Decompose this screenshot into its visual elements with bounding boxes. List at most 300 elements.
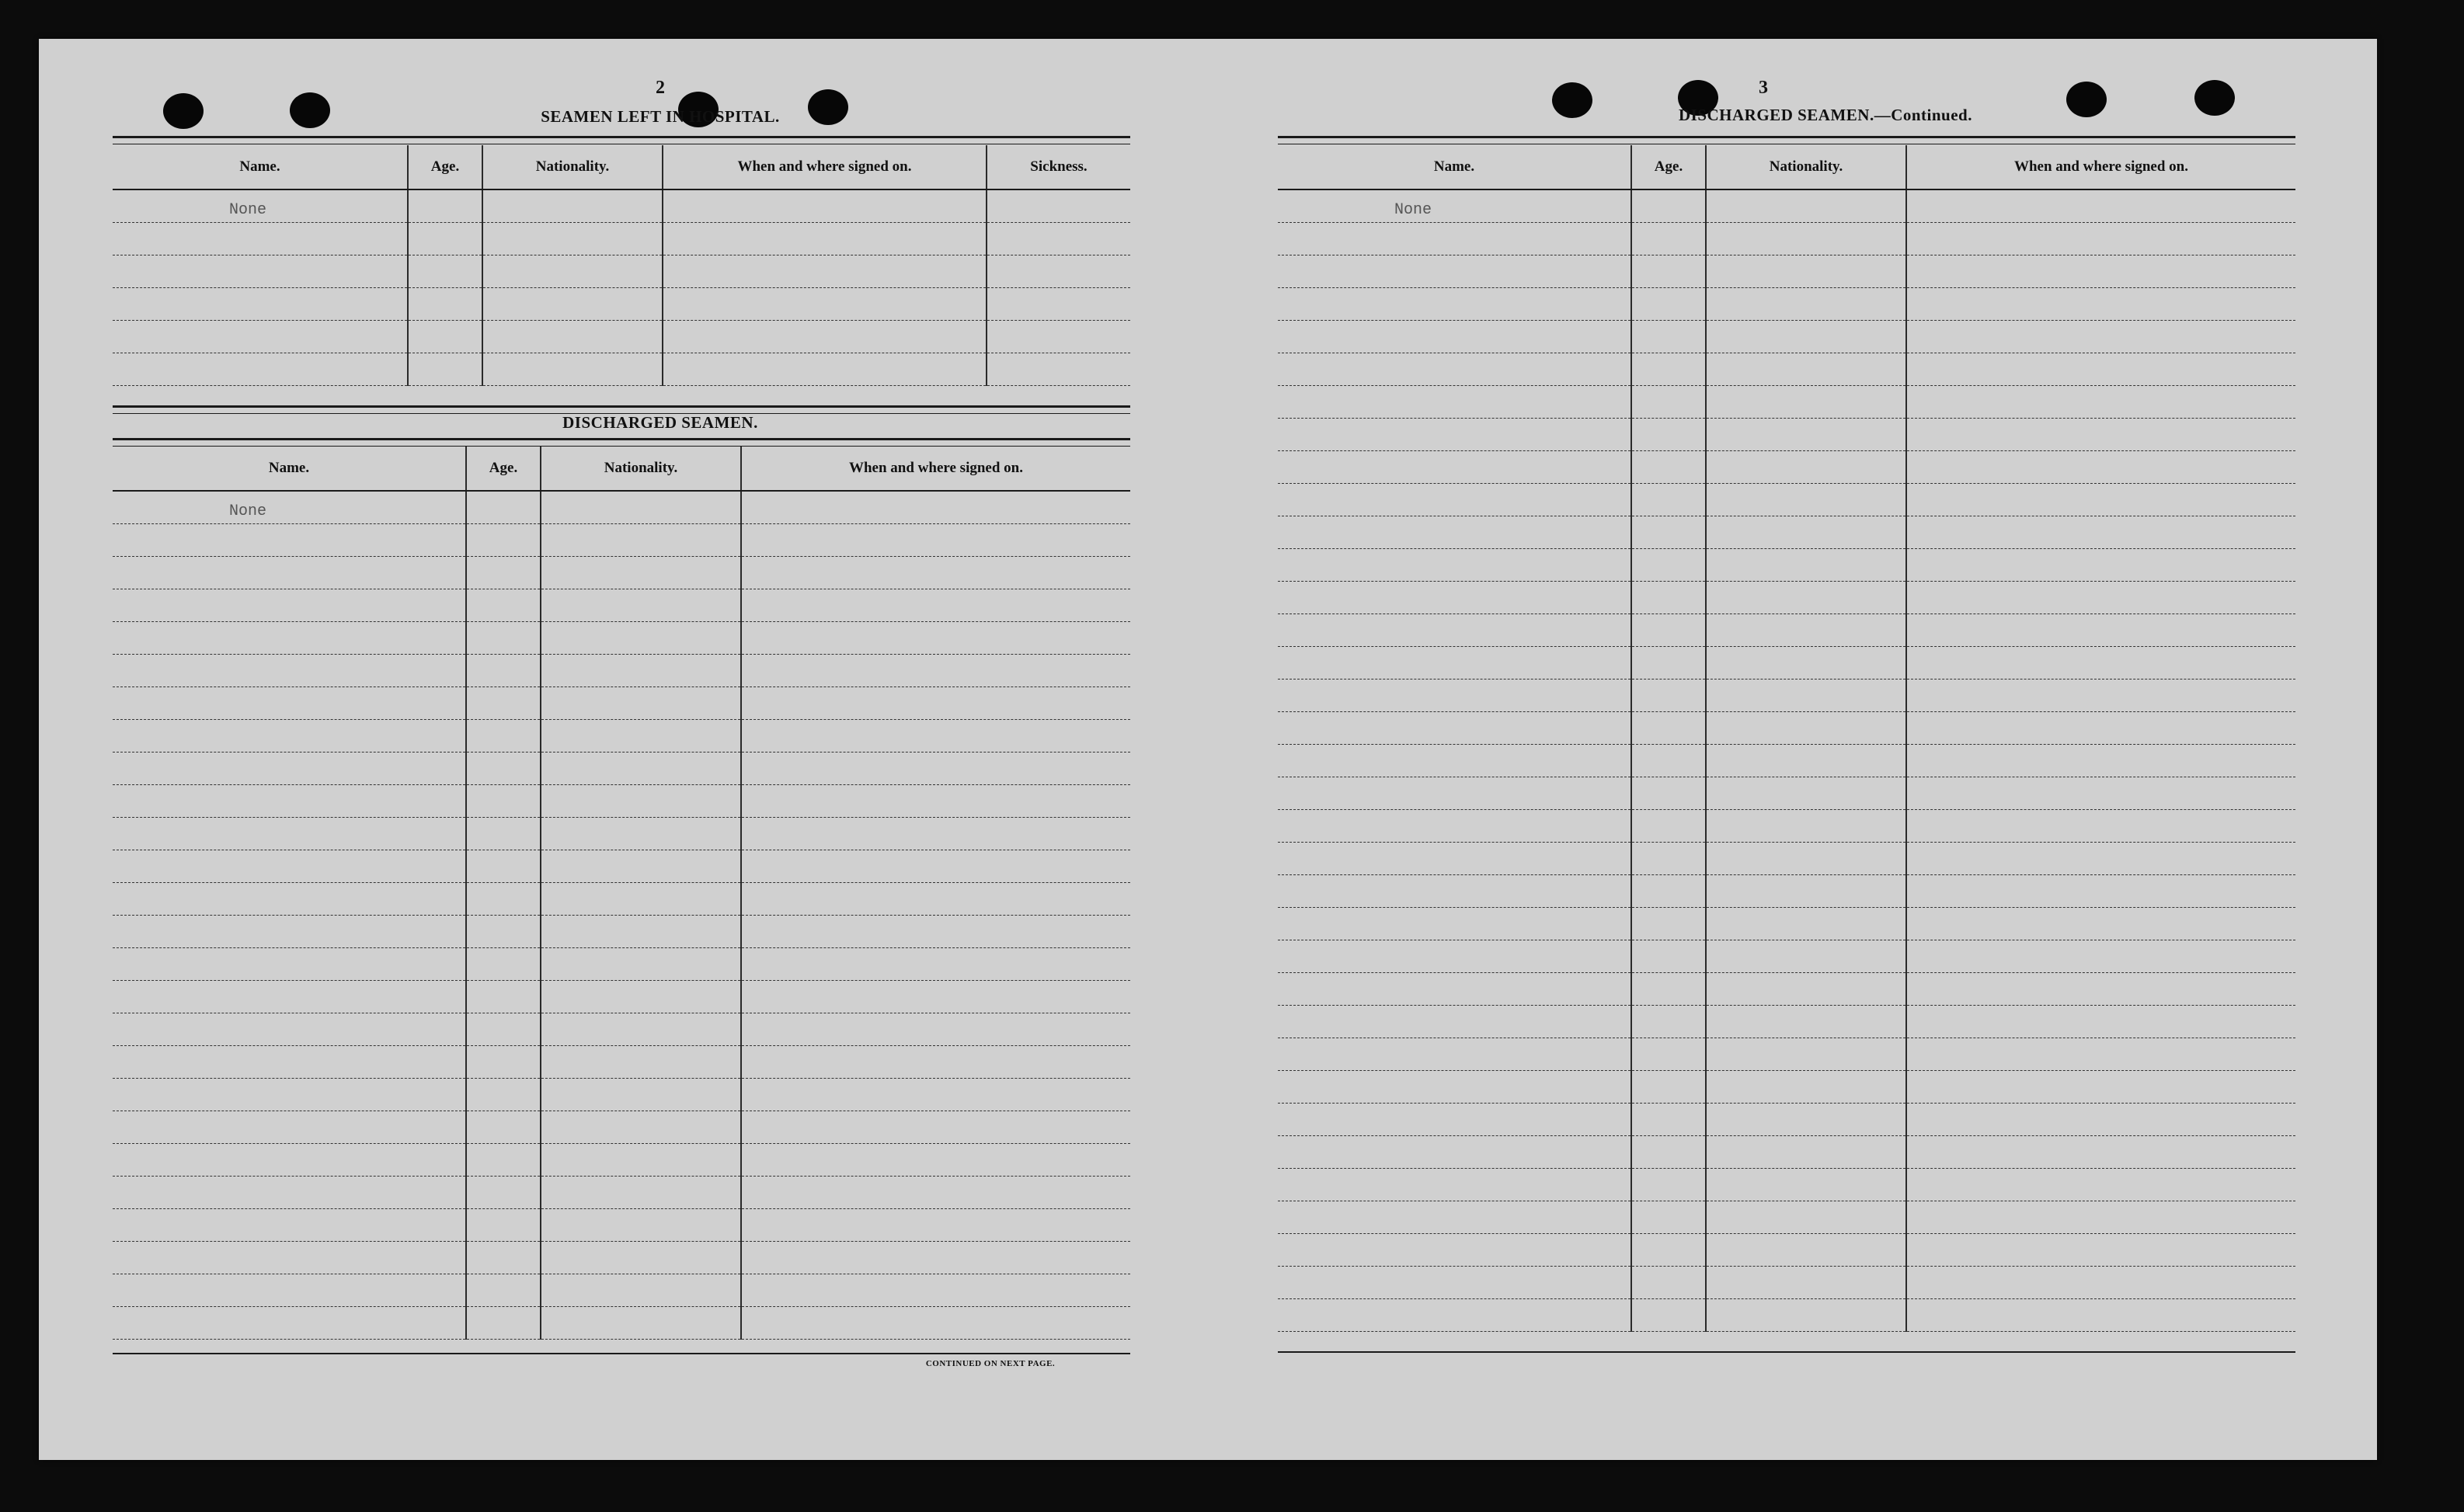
- table-row: [1278, 484, 2295, 516]
- table-cell: [466, 818, 541, 850]
- table-cell: [1631, 1169, 1706, 1201]
- table-cell: [113, 622, 466, 655]
- table-cell: [1278, 1201, 1631, 1234]
- table-cell: [113, 1242, 466, 1274]
- table-cell: [466, 720, 541, 753]
- table-cell: [1706, 451, 1906, 484]
- table-cell: [113, 883, 466, 916]
- table-cell: [1906, 288, 2295, 321]
- table-cell: [541, 491, 741, 524]
- table-cell: [741, 1013, 1130, 1046]
- table-row: [1278, 1136, 2295, 1169]
- table-cell: [1631, 1136, 1706, 1169]
- table-cell: [1278, 1299, 1631, 1332]
- table-cell: [1631, 908, 1706, 940]
- table-cell: [466, 1111, 541, 1144]
- table-cell: [663, 353, 987, 386]
- table-cell: [113, 288, 408, 321]
- table-cell: [1906, 189, 2295, 223]
- table-row: [1278, 419, 2295, 451]
- table-cell: [1906, 875, 2295, 908]
- table-row: [113, 353, 1130, 386]
- table-cell: [1906, 1006, 2295, 1038]
- table-cell: [541, 557, 741, 589]
- table-cell: [1631, 189, 1706, 223]
- table-cell: [1706, 908, 1906, 940]
- table-row: [113, 589, 1130, 622]
- table-cell: [113, 589, 466, 622]
- table-cell: [541, 948, 741, 981]
- table-cell: [741, 524, 1130, 557]
- table-cell: [741, 753, 1130, 785]
- table-row: [113, 753, 1130, 785]
- table-row: [1278, 777, 2295, 810]
- table-row: [1278, 582, 2295, 614]
- table-cell: [1906, 1267, 2295, 1299]
- handwritten-entry: None: [229, 502, 267, 520]
- table-row: [113, 785, 1130, 818]
- table-cell: [1906, 451, 2295, 484]
- table-cell: [741, 622, 1130, 655]
- table-cell: [113, 655, 466, 687]
- table-cell: [466, 1274, 541, 1307]
- table-cell: [1278, 288, 1631, 321]
- table-cell: [466, 687, 541, 720]
- table-cell: [1706, 843, 1906, 875]
- table-cell: [466, 491, 541, 524]
- column-header-signed-on: When and where signed on.: [663, 145, 987, 189]
- table-cell: [1706, 189, 1906, 223]
- table-cell: [1906, 908, 2295, 940]
- table-cell: [1631, 810, 1706, 843]
- table-header-row: [113, 145, 1130, 189]
- table-cell: [1706, 419, 1906, 451]
- table-cell: [466, 850, 541, 883]
- table-cell: [1631, 419, 1706, 451]
- discharged-table: [113, 447, 1130, 1340]
- punch-hole: [163, 93, 204, 129]
- table-row: [113, 1079, 1130, 1111]
- table-cell: [741, 1046, 1130, 1079]
- table-cell: [1278, 255, 1631, 288]
- hospital-table: [113, 145, 1130, 386]
- continued-note: CONTINUED ON NEXT PAGE.: [925, 1359, 1056, 1368]
- table-row: [113, 622, 1130, 655]
- table-row: [1278, 1234, 2295, 1267]
- table-cell: [1906, 353, 2295, 386]
- table-row: [1278, 1006, 2295, 1038]
- table-row: [113, 916, 1130, 948]
- table-cell: [541, 622, 741, 655]
- table-cell: [1906, 321, 2295, 353]
- table-cell: [482, 255, 663, 288]
- table-cell: [1631, 516, 1706, 549]
- table-cell: [1278, 1169, 1631, 1201]
- table-cell: [1706, 810, 1906, 843]
- column-header-age: Age.: [1631, 145, 1706, 189]
- table-cell: [466, 981, 541, 1013]
- table-cell: [1906, 712, 2295, 745]
- table-cell: [741, 850, 1130, 883]
- table-cell: [663, 321, 987, 353]
- table-cell: [113, 1079, 466, 1111]
- table-row: [113, 223, 1130, 255]
- table-cell: [408, 255, 482, 288]
- table-cell: [408, 353, 482, 386]
- table-cell: [1631, 1071, 1706, 1104]
- table-row: [1278, 712, 2295, 745]
- table-cell: [466, 622, 541, 655]
- table-cell: [1278, 451, 1631, 484]
- table-cell: [1631, 940, 1706, 973]
- table-cell: [482, 353, 663, 386]
- table-cell: [113, 1013, 466, 1046]
- table-cell: [541, 785, 741, 818]
- table-cell: [1706, 1201, 1906, 1234]
- table-cell: [1278, 614, 1631, 647]
- column-header-nationality: Nationality.: [541, 447, 741, 491]
- table-cell: [113, 785, 466, 818]
- table-cell: [113, 1209, 466, 1242]
- table-row: [1278, 549, 2295, 582]
- table-cell: [1906, 1234, 2295, 1267]
- table-cell: [987, 321, 1130, 353]
- table-row: [1278, 189, 2295, 223]
- table-row: [113, 1209, 1130, 1242]
- column-header-signed-on: When and where signed on.: [741, 447, 1130, 491]
- table-cell: [1631, 777, 1706, 810]
- table-cell: [1906, 1038, 2295, 1071]
- table-row: [113, 948, 1130, 981]
- table-row: [113, 687, 1130, 720]
- table-cell: [1278, 484, 1631, 516]
- table-cell: [1706, 875, 1906, 908]
- table-cell: [1706, 1169, 1906, 1201]
- table-cell: [1906, 973, 2295, 1006]
- table-cell: [482, 321, 663, 353]
- table-cell: [1278, 223, 1631, 255]
- table-cell: [1706, 1267, 1906, 1299]
- table-cell: [113, 753, 466, 785]
- table-cell: [1906, 1104, 2295, 1136]
- table-cell: [1906, 647, 2295, 680]
- table-cell: [1631, 386, 1706, 419]
- table-cell: [541, 1209, 741, 1242]
- header-rule: [1278, 136, 2295, 144]
- table-row: [1278, 451, 2295, 484]
- table-cell: [1906, 582, 2295, 614]
- table-cell: [663, 288, 987, 321]
- table-cell: [1631, 875, 1706, 908]
- table-cell: [1631, 1234, 1706, 1267]
- table-cell: [741, 1177, 1130, 1209]
- table-cell: [113, 687, 466, 720]
- table-cell: [541, 1079, 741, 1111]
- table-row: [113, 883, 1130, 916]
- table-cell: [466, 1013, 541, 1046]
- table-cell: [1631, 223, 1706, 255]
- table-cell: [1706, 1006, 1906, 1038]
- table-cell: [466, 589, 541, 622]
- table-cell: [466, 1242, 541, 1274]
- table-cell: [663, 255, 987, 288]
- table-cell: [466, 1177, 541, 1209]
- table-cell: [541, 720, 741, 753]
- table-cell: [113, 818, 466, 850]
- table-cell: [1706, 1071, 1906, 1104]
- table-cell: [1706, 1234, 1906, 1267]
- table-cell: [1631, 549, 1706, 582]
- table-row: [113, 1046, 1130, 1079]
- punch-hole: [2194, 80, 2235, 116]
- table-header-row: [113, 447, 1130, 491]
- table-cell: [408, 189, 482, 223]
- table-cell: [1906, 484, 2295, 516]
- table-cell: [541, 1046, 741, 1079]
- table-cell: [1706, 353, 1906, 386]
- table-row: [1278, 614, 2295, 647]
- table-cell: [1906, 843, 2295, 875]
- table-row: [1278, 1038, 2295, 1071]
- table-cell: [1706, 386, 1906, 419]
- table-cell: [1906, 1169, 2295, 1201]
- table-cell: [1278, 321, 1631, 353]
- table-row: [1278, 875, 2295, 908]
- table-cell: [113, 720, 466, 753]
- table-cell: [541, 1144, 741, 1177]
- table-cell: [1906, 223, 2295, 255]
- table-cell: [741, 1274, 1130, 1307]
- table-cell: [1906, 1136, 2295, 1169]
- table-cell: [741, 1209, 1130, 1242]
- table-cell: [1631, 745, 1706, 777]
- column-header-nationality: Nationality.: [1706, 145, 1906, 189]
- table-cell: [741, 916, 1130, 948]
- table-cell: [741, 557, 1130, 589]
- table-row: [113, 288, 1130, 321]
- table-cell: [1278, 1267, 1631, 1299]
- column-header-name: Name.: [113, 145, 408, 189]
- table-cell: [741, 1079, 1130, 1111]
- table-row: [113, 1274, 1130, 1307]
- table-cell: [541, 687, 741, 720]
- table-row: [113, 1177, 1130, 1209]
- table-cell: [1631, 484, 1706, 516]
- table-cell: [1278, 1071, 1631, 1104]
- table-cell: [741, 1307, 1130, 1340]
- table-cell: [408, 321, 482, 353]
- table-cell: [1631, 582, 1706, 614]
- document-sheet: [39, 39, 2377, 1460]
- table-cell: [1631, 1299, 1706, 1332]
- table-row: [113, 1307, 1130, 1340]
- table-cell: [1278, 712, 1631, 745]
- table-cell: [1631, 288, 1706, 321]
- table-body: [113, 189, 1130, 386]
- table-cell: [1631, 680, 1706, 712]
- table-cell: [1706, 288, 1906, 321]
- table-cell: [1278, 419, 1631, 451]
- table-cell: [1278, 745, 1631, 777]
- table-cell: [1631, 353, 1706, 386]
- table-row: [1278, 680, 2295, 712]
- table-cell: [113, 1274, 466, 1307]
- table-cell: [541, 753, 741, 785]
- table-cell: [1278, 549, 1631, 582]
- table-row: [1278, 516, 2295, 549]
- table-cell: [1278, 1038, 1631, 1071]
- table-cell: [113, 1144, 466, 1177]
- table-cell: [1906, 549, 2295, 582]
- table-row: [1278, 973, 2295, 1006]
- column-header-age: Age.: [466, 447, 541, 491]
- table-cell: [1278, 647, 1631, 680]
- table-end-rule: [1278, 1351, 2295, 1353]
- table-cell: [466, 948, 541, 981]
- table-cell: [113, 981, 466, 1013]
- table-cell: [1706, 745, 1906, 777]
- table-cell: [663, 189, 987, 223]
- table-cell: [113, 1046, 466, 1079]
- table-cell: [1278, 875, 1631, 908]
- table-cell: [1706, 647, 1906, 680]
- table-row: [1278, 1104, 2295, 1136]
- table-row: [1278, 1071, 2295, 1104]
- table-cell: [113, 255, 408, 288]
- table-cell: [663, 223, 987, 255]
- table-cell: [1906, 614, 2295, 647]
- table-cell: [741, 589, 1130, 622]
- table-cell: [1278, 1136, 1631, 1169]
- table-cell: [482, 288, 663, 321]
- table-row: [113, 655, 1130, 687]
- table-cell: [1906, 777, 2295, 810]
- table-cell: [1706, 973, 1906, 1006]
- table-row: [113, 557, 1130, 589]
- table-row: [113, 850, 1130, 883]
- table-cell: [741, 883, 1130, 916]
- table-cell: [1906, 1201, 2295, 1234]
- table-cell: [1906, 516, 2295, 549]
- table-row: [113, 981, 1130, 1013]
- table-cell: [466, 1144, 541, 1177]
- table-cell: [1906, 1071, 2295, 1104]
- table-row: [1278, 1201, 2295, 1234]
- table-cell: [541, 1307, 741, 1340]
- table-cell: [1631, 1104, 1706, 1136]
- table-row: [113, 720, 1130, 753]
- hospital-section-title: SEAMEN LEFT IN HOSPITAL.: [541, 107, 780, 126]
- table-cell: [113, 223, 408, 255]
- table-cell: [1278, 810, 1631, 843]
- table-cell: [466, 1046, 541, 1079]
- table-cell: [1278, 777, 1631, 810]
- table-row: [1278, 321, 2295, 353]
- table-cell: [987, 255, 1130, 288]
- table-cell: [741, 948, 1130, 981]
- table-cell: [741, 1242, 1130, 1274]
- table-row: [113, 491, 1130, 524]
- page-number-right: 3: [1759, 78, 1768, 98]
- table-cell: [1706, 614, 1906, 647]
- table-cell: [113, 916, 466, 948]
- table-cell: [466, 1079, 541, 1111]
- table-cell: [113, 1307, 466, 1340]
- table-cell: [466, 883, 541, 916]
- table-cell: [1278, 582, 1631, 614]
- table-cell: [1278, 680, 1631, 712]
- table-cell: [541, 524, 741, 557]
- table-cell: [541, 883, 741, 916]
- table-cell: [1706, 680, 1906, 712]
- table-cell: [1631, 255, 1706, 288]
- table-row: [113, 321, 1130, 353]
- column-header-name: Name.: [113, 447, 466, 491]
- table-cell: [741, 655, 1130, 687]
- table-cell: [1706, 1104, 1906, 1136]
- table-cell: [466, 753, 541, 785]
- table-row: [113, 255, 1130, 288]
- discharged-continued-table: [1278, 145, 2295, 1332]
- table-header-row: [1278, 145, 2295, 189]
- table-cell: [541, 916, 741, 948]
- table-cell: [1278, 1104, 1631, 1136]
- table-cell: [541, 589, 741, 622]
- column-header-name: Name.: [1278, 145, 1631, 189]
- table-cell: [1906, 1299, 2295, 1332]
- table-cell: [1906, 680, 2295, 712]
- table-cell: [741, 687, 1130, 720]
- table-cell: [1706, 1038, 1906, 1071]
- table-row: [1278, 1299, 2295, 1332]
- table-row: [113, 1242, 1130, 1274]
- table-cell: [408, 288, 482, 321]
- table-cell: [1706, 582, 1906, 614]
- header-rule: [113, 136, 1130, 144]
- table-row: [113, 1013, 1130, 1046]
- table-cell: [1906, 386, 2295, 419]
- table-cell: [987, 189, 1130, 223]
- table-cell: [541, 1013, 741, 1046]
- table-cell: [1706, 484, 1906, 516]
- table-row: [1278, 647, 2295, 680]
- table-cell: [113, 189, 408, 223]
- punch-hole: [290, 92, 330, 128]
- table-cell: [1706, 549, 1906, 582]
- table-cell: [987, 353, 1130, 386]
- table-cell: [1278, 516, 1631, 549]
- table-cell: [1631, 451, 1706, 484]
- table-cell: [741, 818, 1130, 850]
- table-cell: [1906, 255, 2295, 288]
- table-cell: [1906, 940, 2295, 973]
- table-cell: [113, 491, 466, 524]
- table-cell: [113, 557, 466, 589]
- table-cell: [466, 655, 541, 687]
- table-row: [1278, 386, 2295, 419]
- table-cell: [1706, 1136, 1906, 1169]
- table-cell: [541, 818, 741, 850]
- table-cell: [408, 223, 482, 255]
- table-cell: [1706, 940, 1906, 973]
- table-row: [1278, 255, 2295, 288]
- table-row: [1278, 1169, 2295, 1201]
- table-cell: [1278, 940, 1631, 973]
- table-cell: [482, 223, 663, 255]
- table-row: [1278, 223, 2295, 255]
- table-row: [113, 189, 1130, 223]
- column-header-age: Age.: [408, 145, 482, 189]
